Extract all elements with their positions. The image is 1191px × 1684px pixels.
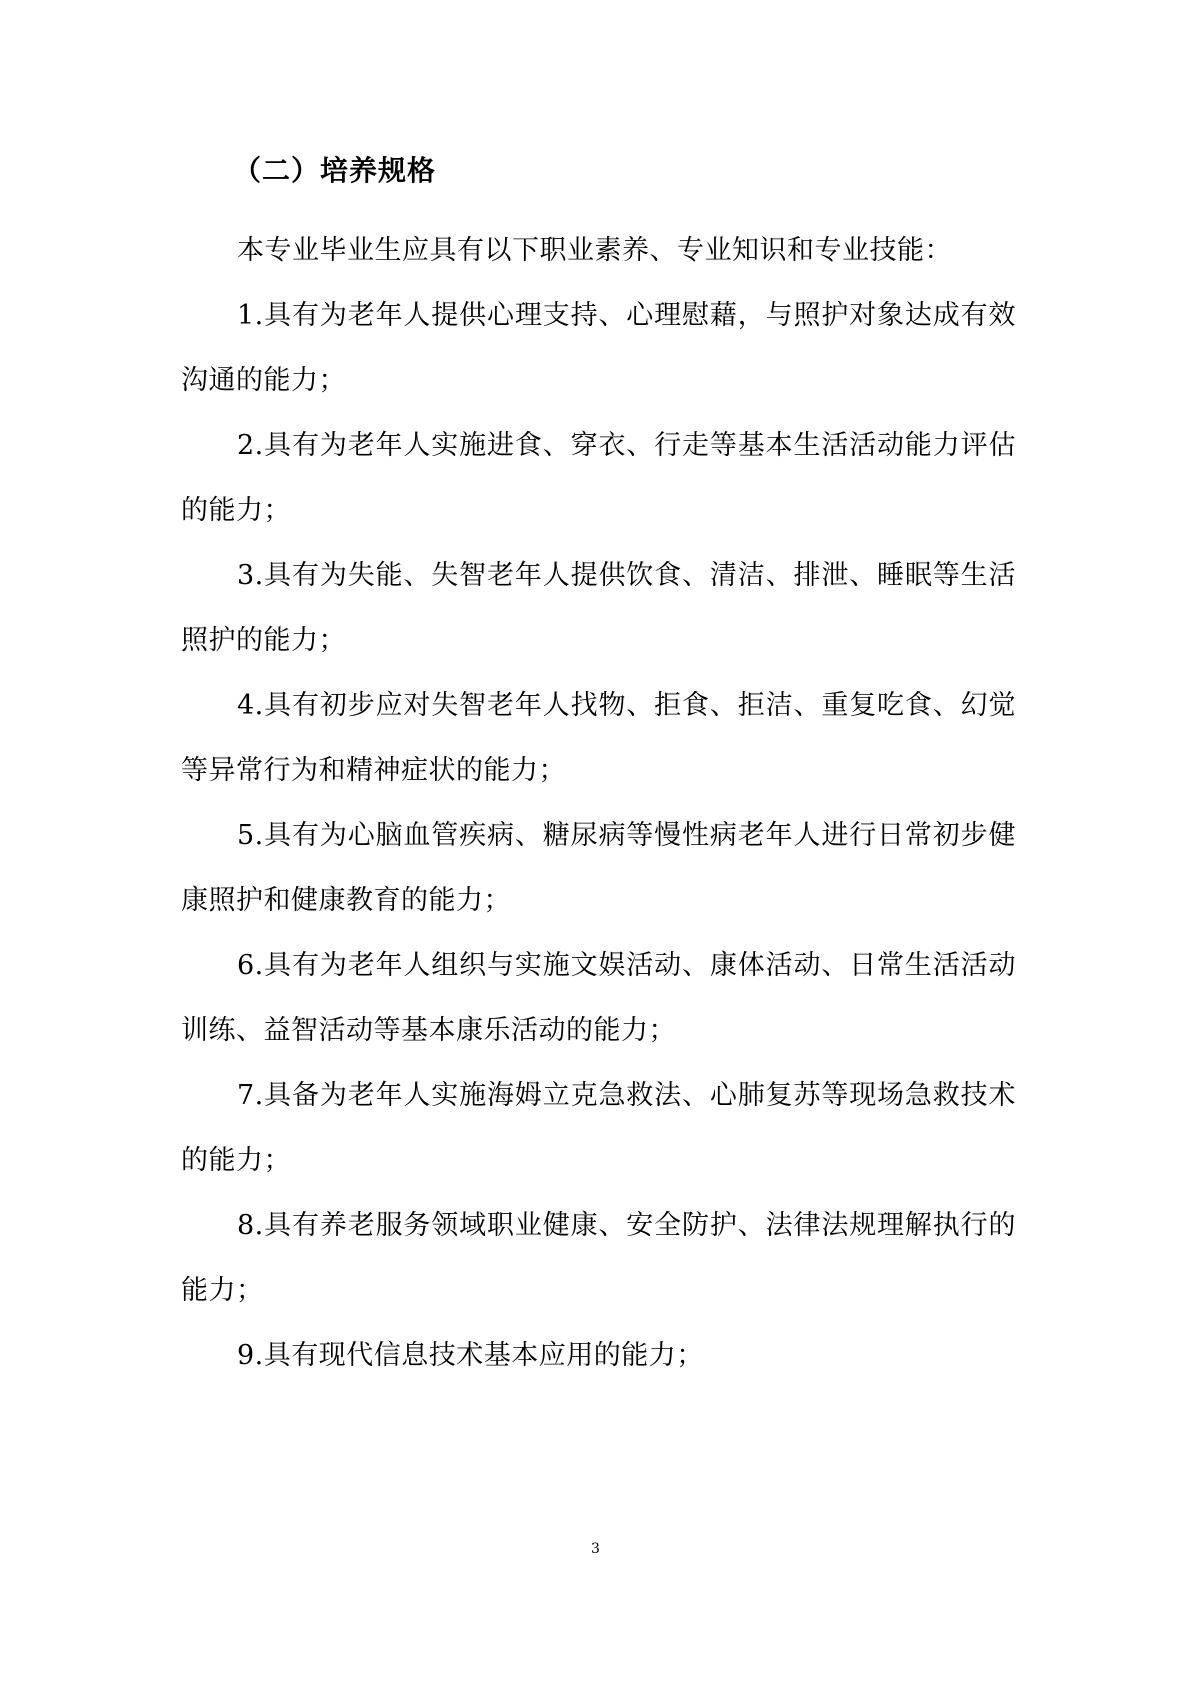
list-item-2: 2.具有为老年人实施进食、穿衣、行走等基本生活活动能力评估的能力； [181,430,1016,526]
list-item-3: 3.具有为失能、失智老年人提供饮食、清洁、排泄、睡眠等生活照护的能力； [181,560,1016,656]
list-item-1: 1.具有为老年人提供心理支持、心理慰藉，与照护对象达成有效沟通的能力； [181,300,1016,396]
list-item-4: 4.具有初步应对失智老年人找物、拒食、拒洁、重复吃食、幻觉等异常行为和精神症状的能力； [181,690,1016,786]
list-item-6: 6.具有为老年人组织与实施文娱活动、康体活动、日常生活活动训练、益智活动等基本康乐活动的能力； [181,950,1016,1046]
section-heading: （二）培养规格 [233,154,437,187]
list-item-7: 7.具备为老年人实施海姆立克急救法、心肺复苏等现场急救技术的能力； [181,1080,1016,1176]
list-item-8: 8.具有养老服务领域职业健康、安全防护、法律法规理解执行的能力； [181,1210,1016,1306]
list-item-9: 9.具有现代信息技术基本应用的能力； [237,1340,704,1371]
page-number: 3 [591,1541,600,1557]
page-content [181,150,1016,1388]
list-item-5: 5.具有为心脑血管疾病、糖尿病等慢性病老年人进行日常初步健康照护和健康教育的能力； [181,820,1016,916]
intro-paragraph: 本专业毕业生应具有以下职业素养、专业知识和专业技能： [237,235,952,266]
